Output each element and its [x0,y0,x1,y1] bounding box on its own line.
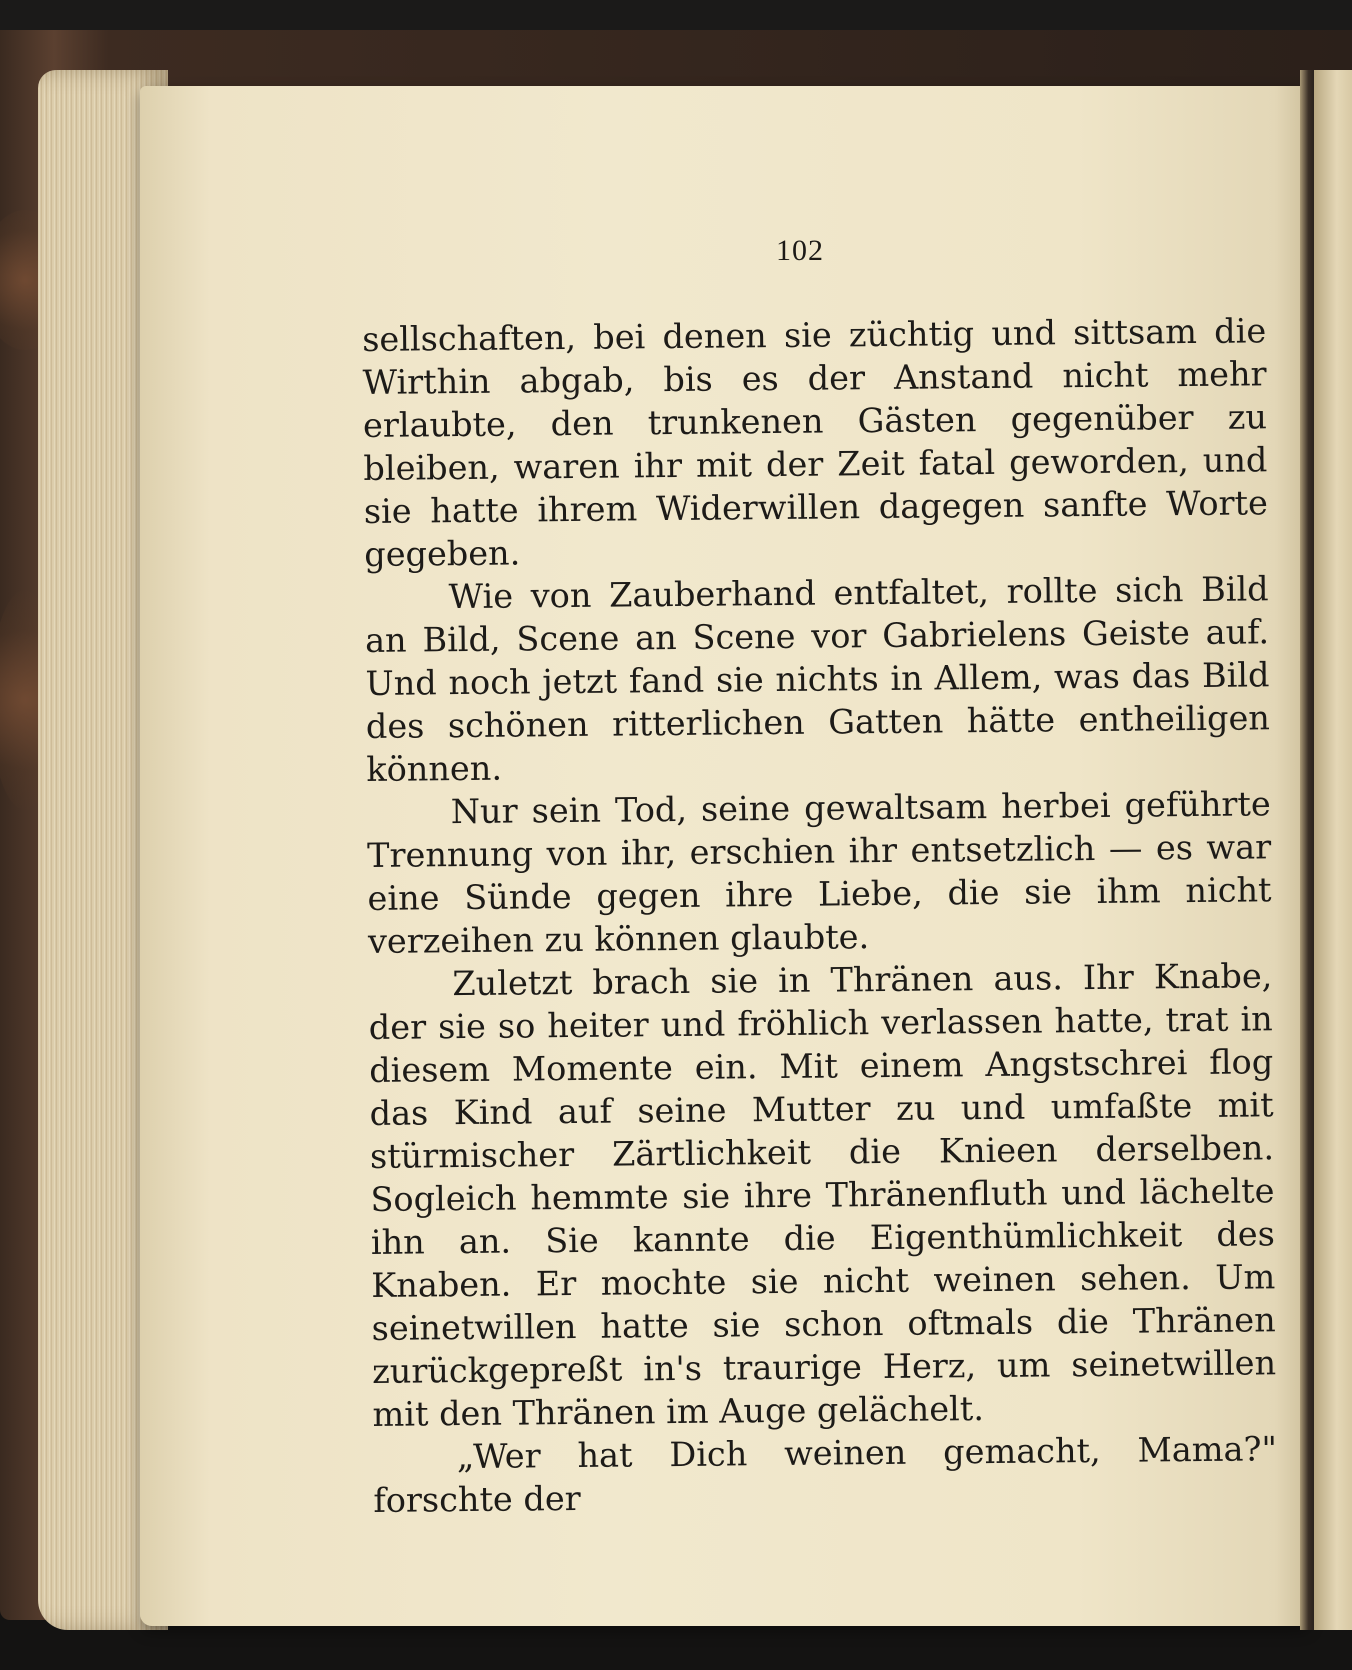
book-gutter [1300,70,1314,1630]
page-body-text [362,309,1278,1520]
page-number: 102 [776,234,824,267]
paragraph: Wie von Zauberhand entfaltet, rollte sich Bild an Bild, Scene an Scene vor Gabrielens Geiste auf. Und noch jetzt fand sie nichts in Allem, was das Bild des schönen ritterlichen Gatten hätte entheiligen können. [364,569,1271,789]
paragraph: Nur sein Tod, seine gewaltsam herbei geführte Trennung von ihr, erschien ihr entsetzlich — es war eine Sünde gegen ihre Liebe, die sie ihm nicht verzeihen zu können glaubte. [366,784,1272,961]
facing-page-edge [1314,70,1352,1630]
paragraph: „Wer hat Dich weinen gemacht, Mama?" forschte der [373,1429,1278,1520]
paragraph: Zuletzt brach sie in Thränen aus. Ihr Knabe, der sie so heiter und fröhlich verlassen hatte, trat in diesem Momente ein. Mit einem Angstschrei flog das Kind auf seine Mutter zu und umfaßte mit stürmischer Zärtlichkeit die Knieen derselben. Sogleich hemmte sie ihre Thränenfluth und lächelte ihn an. Sie kannte die Eigenthümlichkeit des Knaben. Er mochte sie nicht weinen sehen. Um seinetwillen hatte sie schon oftmals die Thränen zurückgepreßt in's traurige Herz, um seinetwillen mit den Thränen im Auge gelächelt. [368,956,1277,1434]
paragraph: sellschaften, bei denen sie züchtig und sittsam die Wirthin abgab, bis es der Anstand nicht mehr erlaubte, den trunkenen Gästen gegenüber zu bleiben, waren ihr mit der Zeit fatal geworden, und sie hatte ihrem Widerwillen dagegen sanfte Worte gegeben. [362,311,1269,574]
